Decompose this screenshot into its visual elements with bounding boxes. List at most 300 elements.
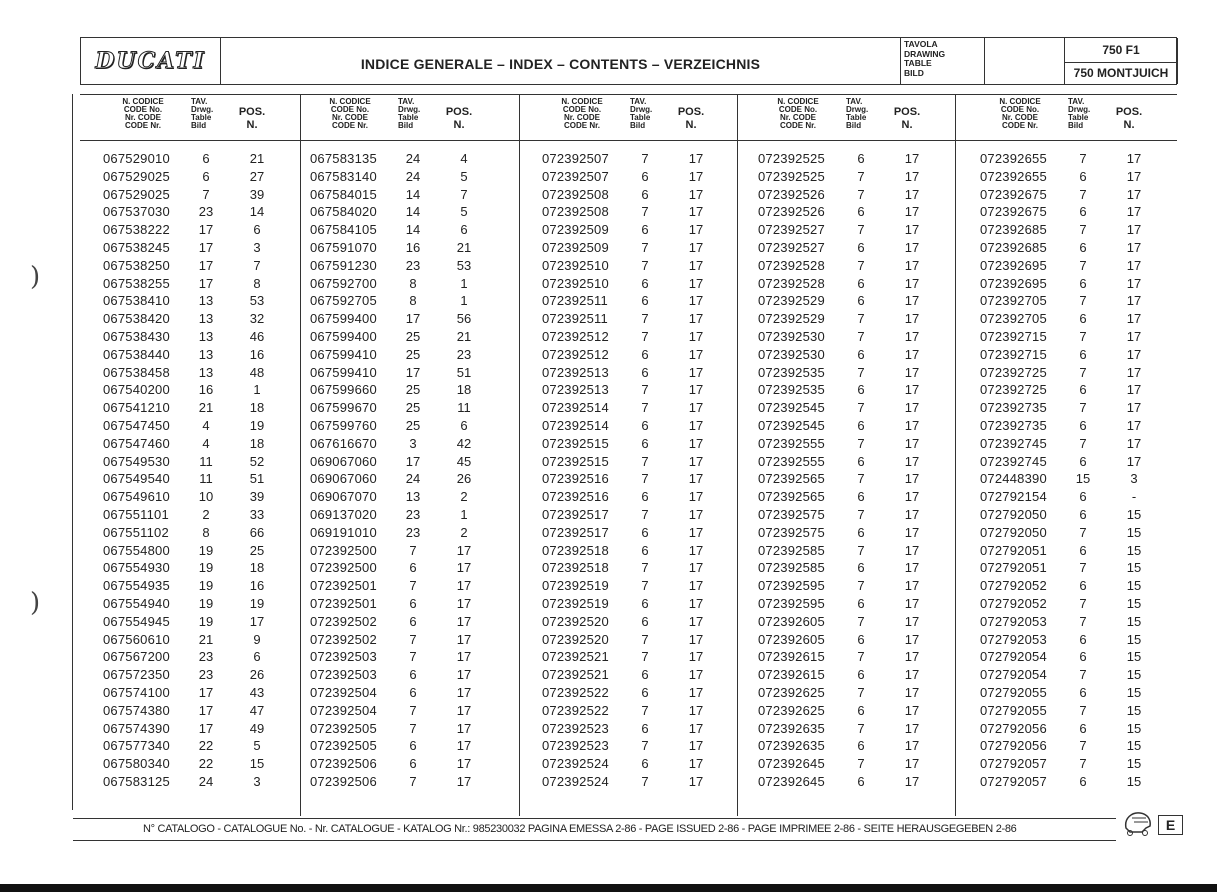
position-cell: 17 (688, 364, 704, 380)
drawing-table-cell: 6 (641, 293, 649, 309)
part-code-cell: 072392529 (758, 293, 825, 309)
part-code-cell: 067574100 (103, 684, 170, 700)
drawing-table-cell: 6 (857, 417, 865, 433)
scan-bottom-edge (0, 884, 1217, 892)
drawing-table-cell: 4 (202, 417, 210, 433)
part-code-cell: 072392525 (758, 151, 825, 166)
drawing-table-cell: 7 (1079, 435, 1087, 451)
code-column-header (542, 98, 622, 130)
drawing-table-cell: 6 (641, 684, 649, 700)
tav-column-header (1068, 98, 1102, 130)
position-cell: 17 (688, 631, 704, 647)
part-code-cell: 072392512 (542, 328, 609, 344)
drawing-table-cell: 6 (857, 275, 865, 291)
drawing-table-cell: 24 (198, 773, 214, 789)
drawing-table-cell: 7 (1079, 738, 1087, 754)
position-cell: 17 (904, 756, 920, 772)
code-column-header-line: N. CODICE (561, 97, 603, 106)
position-cell: 18 (456, 382, 472, 398)
tav-column-header (398, 98, 432, 130)
position-cell: 15 (1126, 613, 1142, 629)
part-code-cell: 072392715 (980, 346, 1047, 362)
position-cell: 17 (904, 239, 920, 255)
part-code-cell: 067572350 (103, 667, 170, 683)
part-code-cell: 067538222 (103, 222, 170, 238)
drawing-table-cell: 13 (198, 346, 214, 362)
ducati-logo: DUCATI (95, 48, 206, 74)
tav-column-header-line: TAV. (1068, 97, 1085, 106)
part-code-cell: 072792053 (980, 631, 1047, 647)
part-code-cell: 072392685 (980, 222, 1047, 238)
drawing-table-cell: 7 (857, 578, 865, 594)
part-code-cell: 072392511 (542, 311, 608, 327)
position-cell: 17 (688, 684, 704, 700)
part-code-cell: 072392502 (310, 631, 377, 647)
part-code-cell: 067540200 (103, 382, 170, 398)
position-cell: 17 (1126, 382, 1142, 398)
position-cell: 17 (688, 702, 704, 718)
position-cell: 3 (253, 773, 261, 789)
position-cell: 17 (1126, 400, 1142, 416)
drawing-table-cell: 6 (1079, 239, 1087, 255)
pos-column-header-line: N. (685, 119, 697, 131)
part-code-cell: 072792055 (980, 702, 1047, 718)
part-code-cell: 072392655 (980, 168, 1047, 184)
part-code-cell: 072392625 (758, 684, 825, 700)
pos-column-header-line: POS. (677, 106, 705, 118)
document-header (80, 37, 1177, 85)
tav-column-header-line: Drwg. (846, 105, 869, 114)
position-cell: 17 (904, 186, 920, 202)
drawing-table-cell: 7 (409, 773, 417, 789)
part-code-cell: 072392524 (542, 756, 609, 772)
part-code-cell: 072392745 (980, 435, 1047, 451)
position-cell: 17 (904, 489, 920, 505)
position-cell: 51 (249, 471, 265, 487)
drawing-table-cell: 6 (1079, 453, 1087, 469)
part-code-cell: 072392595 (758, 578, 825, 594)
drawing-table-cell: 7 (1079, 702, 1087, 718)
position-cell: 17 (1126, 257, 1142, 273)
position-cell: 17 (456, 702, 472, 718)
position-cell: 17 (904, 524, 920, 540)
part-code-cell: 072392507 (542, 168, 609, 184)
part-code-cell: 072392555 (758, 435, 825, 451)
drawing-table-cell: 14 (405, 222, 421, 238)
tav-column-header-line: TAV. (398, 97, 415, 106)
part-code-cell: 072392615 (758, 649, 825, 665)
part-code-cell: 067549610 (103, 489, 170, 505)
part-code-cell: 067580340 (103, 756, 170, 772)
position-cell: 17 (688, 293, 704, 309)
header-bottom-rule (80, 140, 1177, 141)
drawing-table-cell: 8 (202, 524, 210, 540)
code-column-header (980, 98, 1060, 130)
part-code-cell: 067560610 (103, 631, 170, 647)
drawing-table-cell: 7 (641, 773, 649, 789)
position-cell: 17 (688, 773, 704, 789)
position-cell: 1 (253, 382, 261, 398)
drawing-table-cell: 7 (409, 542, 417, 558)
part-code-cell: 072792057 (980, 773, 1047, 789)
drawing-table-cell: 2 (202, 506, 210, 522)
drawing-table-cell: 7 (1079, 400, 1087, 416)
part-code-cell: 072392528 (758, 275, 825, 291)
position-cell: 17 (904, 773, 920, 789)
position-cell: 17 (456, 631, 472, 647)
column-divider (300, 94, 301, 816)
drawing-table-cell: 6 (857, 489, 865, 505)
position-cell: 14 (249, 204, 265, 220)
part-code-cell: 072392516 (542, 489, 609, 505)
position-cell: 15 (1126, 756, 1142, 772)
part-code-cell: 067554800 (103, 542, 170, 558)
position-cell: 2 (460, 489, 468, 505)
ducati-helmet-logo-icon (1120, 808, 1154, 838)
part-code-cell: 072392502 (310, 613, 377, 629)
tav-column-header-line: TAV. (630, 97, 647, 106)
drawing-table-cell: 7 (641, 471, 649, 487)
part-code-cell: 072392725 (980, 382, 1047, 398)
drawing-table-cell: 7 (409, 649, 417, 665)
part-code-cell: 067599760 (310, 417, 377, 433)
part-code-cell: 072392675 (980, 204, 1047, 220)
position-cell: 46 (249, 328, 265, 344)
position-cell: 17 (1126, 186, 1142, 202)
drawing-table-cell: 7 (1079, 524, 1087, 540)
part-code-cell: 072392512 (542, 346, 609, 362)
pos-column-header (434, 106, 484, 132)
code-column-header (310, 98, 390, 130)
part-code-cell: 072792055 (980, 684, 1047, 700)
position-cell: 17 (688, 186, 704, 202)
drawing-table-cell: 7 (857, 471, 865, 487)
part-code-cell: 067574390 (103, 720, 170, 736)
tav-column-header-line: Drwg. (1068, 105, 1091, 114)
position-cell: 15 (1126, 506, 1142, 522)
drawing-table-cell: 7 (641, 204, 649, 220)
part-code-cell: 072392503 (310, 649, 377, 665)
position-cell: 17 (904, 720, 920, 736)
position-cell: 53 (456, 257, 472, 273)
part-code-cell: 072792052 (980, 595, 1047, 611)
position-cell: - (1131, 489, 1137, 505)
part-code-cell: 072392514 (542, 417, 609, 433)
drawing-table-cell: 13 (198, 328, 214, 344)
drawing-table-cell: 24 (405, 151, 421, 166)
catalogue-footer (73, 818, 1116, 841)
drawing-table-cell: 7 (409, 631, 417, 647)
drawing-table-cell: 6 (1079, 631, 1087, 647)
part-code-cell: 067591070 (310, 239, 377, 255)
part-code-cell: 067592700 (310, 275, 377, 291)
drawing-table-cell: 6 (1079, 417, 1087, 433)
position-cell: 17 (456, 578, 472, 594)
drawing-table-cell: 7 (1079, 257, 1087, 273)
drawing-table-cell: 10 (198, 489, 214, 505)
position-cell: 17 (688, 435, 704, 451)
drawing-table-cell: 7 (857, 720, 865, 736)
part-code-cell: 072392725 (980, 364, 1047, 380)
part-code-cell: 067551102 (103, 524, 169, 540)
drawing-table-cell: 6 (857, 346, 865, 362)
part-code-cell: 072392527 (758, 222, 825, 238)
position-cell: 6 (460, 222, 468, 238)
drawing-table-cell: 6 (1079, 773, 1087, 789)
position-cell: 17 (904, 293, 920, 309)
tav-column-header-line: Table (846, 113, 867, 122)
position-cell: 17 (688, 613, 704, 629)
position-cell: 18 (249, 560, 265, 576)
position-cell: 17 (1126, 293, 1142, 309)
drawing-table-cell: 22 (198, 738, 214, 754)
drawing-table-cell: 6 (641, 524, 649, 540)
position-cell: 17 (456, 773, 472, 789)
drawing-table-cell: 7 (1079, 151, 1087, 166)
drawing-table-cell: 7 (641, 151, 649, 166)
position-cell: 17 (904, 595, 920, 611)
position-cell: 17 (904, 667, 920, 683)
position-cell: 27 (249, 168, 265, 184)
drawing-table-cell: 7 (641, 738, 649, 754)
position-cell: 18 (249, 400, 265, 416)
part-code-cell: 067529010 (103, 151, 170, 166)
part-code-cell: 067616670 (310, 435, 377, 451)
drawing-table-cell: 7 (1079, 328, 1087, 344)
position-cell: 1 (460, 506, 468, 522)
position-cell: 17 (456, 684, 472, 700)
code-column-header-line: N. CODICE (777, 97, 819, 106)
pos-column-header-line: POS. (1115, 106, 1143, 118)
drawing-table-cell: 7 (1079, 756, 1087, 772)
position-cell: 15 (1126, 578, 1142, 594)
ducati-logo-cell (81, 38, 221, 84)
part-code-cell: 072392525 (758, 168, 825, 184)
position-cell: 17 (249, 613, 265, 629)
position-cell: 17 (688, 328, 704, 344)
position-cell: 17 (904, 346, 920, 362)
model-cell (1065, 38, 1178, 84)
pos-column-header (882, 106, 932, 132)
drawing-table-cell: 6 (641, 364, 649, 380)
part-code-cell: 067554935 (103, 578, 170, 594)
drawing-table-cell: 7 (857, 506, 865, 522)
position-cell: 17 (904, 613, 920, 629)
position-cell: 17 (688, 667, 704, 683)
position-cell: 15 (1126, 667, 1142, 683)
position-cell: 17 (904, 578, 920, 594)
code-column-header-line: N. CODICE (122, 97, 164, 106)
part-code-cell: 072392511 (542, 293, 608, 309)
drawing-table-cell: 7 (409, 702, 417, 718)
drawing-table-cell: 6 (1079, 382, 1087, 398)
part-code-cell: 072392520 (542, 613, 609, 629)
position-cell: 17 (688, 168, 704, 184)
drawing-table-cell: 24 (405, 471, 421, 487)
drawing-table-cell: 4 (202, 435, 210, 451)
drawing-table-cell: 6 (641, 542, 649, 558)
drawing-table-cell: 6 (857, 560, 865, 576)
tav-column-header-line: Table (191, 113, 212, 122)
position-cell: 17 (1126, 328, 1142, 344)
drawing-table-cell: 6 (641, 346, 649, 362)
drawing-table-cell: 6 (641, 417, 649, 433)
drawing-table-cell: 11 (199, 471, 213, 487)
drawing-table-cell: 23 (405, 257, 421, 273)
part-code-cell: 072392508 (542, 186, 609, 202)
position-cell: 17 (1126, 311, 1142, 327)
part-code-cell: 072392635 (758, 738, 825, 754)
drawing-table-cell: 17 (198, 222, 214, 238)
code-column-header-line: Nr. CODE (1001, 113, 1038, 122)
title-cell (221, 38, 901, 84)
drawing-table-cell: 17 (405, 453, 421, 469)
position-cell: 17 (904, 684, 920, 700)
position-cell: 17 (1126, 222, 1142, 238)
part-code-cell: 067538420 (103, 311, 170, 327)
part-code-cell: 067599660 (310, 382, 377, 398)
part-code-cell: 072392575 (758, 506, 825, 522)
part-code-cell: 072792154 (980, 489, 1047, 505)
drawing-table-cell: 7 (857, 684, 865, 700)
part-code-cell: 067538430 (103, 328, 170, 344)
drawing-table-cell: 6 (857, 667, 865, 683)
part-code-cell: 067537030 (103, 204, 170, 220)
drawing-table-cell: 8 (409, 293, 417, 309)
drawing-table-cell: 11 (199, 453, 213, 469)
position-cell: 17 (688, 204, 704, 220)
position-cell: 15 (1126, 702, 1142, 718)
drawing-table-cell: 6 (857, 382, 865, 398)
position-cell: 16 (249, 346, 265, 362)
table-top-rule (80, 94, 1177, 95)
part-code-cell: 072392508 (542, 204, 609, 220)
position-cell: 17 (1126, 435, 1142, 451)
position-cell: 17 (1126, 275, 1142, 291)
drawing-table-cell: 6 (1079, 489, 1087, 505)
drawing-table-cell: 14 (405, 204, 421, 220)
part-code-cell: 072392595 (758, 595, 825, 611)
position-cell: 17 (688, 578, 704, 594)
drawing-table-cell: 7 (1079, 222, 1087, 238)
position-cell: 26 (456, 471, 472, 487)
position-cell: 51 (456, 364, 472, 380)
drawing-table-cell: 19 (198, 595, 214, 611)
part-code-cell: 072792053 (980, 613, 1047, 629)
position-cell: 15 (1126, 720, 1142, 736)
position-cell: 49 (249, 720, 265, 736)
tav-column-header (630, 98, 664, 130)
part-code-cell: 069067070 (310, 489, 377, 505)
part-code-cell: 072392510 (542, 257, 609, 273)
code-column-header-line: CODE No. (1000, 105, 1040, 114)
part-code-cell: 067529025 (103, 186, 170, 202)
part-code-cell: 072392528 (758, 257, 825, 273)
part-code-cell: 072392500 (310, 542, 377, 558)
position-cell: 17 (688, 311, 704, 327)
tav-column-header (846, 98, 880, 130)
model-name-secondary: 750 MONTJUICH (1073, 66, 1169, 80)
position-cell: 17 (904, 364, 920, 380)
position-cell: 5 (253, 738, 261, 754)
code-column-header-line: CODE No. (562, 105, 602, 114)
part-code-cell: 072392545 (758, 417, 825, 433)
position-cell: 17 (904, 382, 920, 398)
part-code-cell: 072392501 (310, 578, 377, 594)
part-code-cell: 072392635 (758, 720, 825, 736)
drawing-table-cell: 6 (857, 738, 865, 754)
position-cell: 17 (904, 649, 920, 665)
part-code-cell: 072392522 (542, 684, 609, 700)
drawing-table-cell: 7 (857, 364, 865, 380)
position-cell: 17 (688, 417, 704, 433)
drawing-table-cell: 7 (641, 311, 649, 327)
drawing-table-cell: 7 (857, 756, 865, 772)
part-code-cell: 072392521 (542, 649, 609, 665)
tavola-label-line: BILD (904, 67, 924, 78)
drawing-table-cell: 7 (641, 702, 649, 718)
language-letter-badge: E (1158, 815, 1183, 835)
position-cell: 7 (253, 257, 261, 273)
position-cell: 17 (904, 471, 920, 487)
part-code-cell: 072792051 (980, 542, 1047, 558)
part-code-cell: 067538458 (103, 364, 170, 380)
part-code-cell: 072392510 (542, 275, 609, 291)
drawing-table-cell: 7 (1079, 364, 1087, 380)
drawing-table-cell: 6 (1079, 684, 1087, 700)
pos-column-header (666, 106, 716, 132)
position-cell: 17 (904, 222, 920, 238)
part-code-cell: 072392745 (980, 453, 1047, 469)
code-column-header-line: N. CODICE (999, 97, 1041, 106)
part-code-cell: 072392509 (542, 222, 609, 238)
position-cell: 11 (457, 400, 471, 416)
part-code-cell: 072392565 (758, 471, 825, 487)
drawing-table-cell: 7 (641, 328, 649, 344)
part-code-cell: 072392500 (310, 560, 377, 576)
part-code-cell: 069067060 (310, 453, 377, 469)
position-cell: 17 (688, 275, 704, 291)
position-cell: 21 (456, 328, 472, 344)
position-cell: 19 (249, 595, 265, 611)
column-divider (737, 94, 738, 816)
position-cell: 17 (904, 542, 920, 558)
position-cell: 17 (904, 560, 920, 576)
code-column-header-line: CODE Nr. (563, 121, 600, 130)
position-cell: 26 (249, 667, 265, 683)
pos-column-header-line: N. (453, 119, 465, 131)
part-code-cell: 072392503 (310, 667, 377, 683)
position-cell: 17 (688, 382, 704, 398)
position-cell: 17 (688, 649, 704, 665)
drawing-table-cell: 6 (1079, 649, 1087, 665)
part-code-cell: 072392705 (980, 311, 1047, 327)
drawing-table-cell: 23 (198, 204, 214, 220)
position-cell: 17 (1126, 151, 1142, 166)
drawing-table-cell: 19 (198, 578, 214, 594)
part-code-cell: 072392705 (980, 293, 1047, 309)
part-code-cell: 067567200 (103, 649, 170, 665)
drawing-table-cell: 6 (409, 684, 417, 700)
drawing-table-cell: 6 (857, 631, 865, 647)
position-cell: 53 (249, 293, 265, 309)
position-cell: 47 (249, 702, 265, 718)
tav-column-header-line: TAV. (846, 97, 863, 106)
tavola-label-line: TAVOLA (904, 39, 938, 49)
position-cell: 17 (904, 204, 920, 220)
part-code-cell: 072392526 (758, 204, 825, 220)
tav-column-header-line: TAV. (191, 97, 208, 106)
